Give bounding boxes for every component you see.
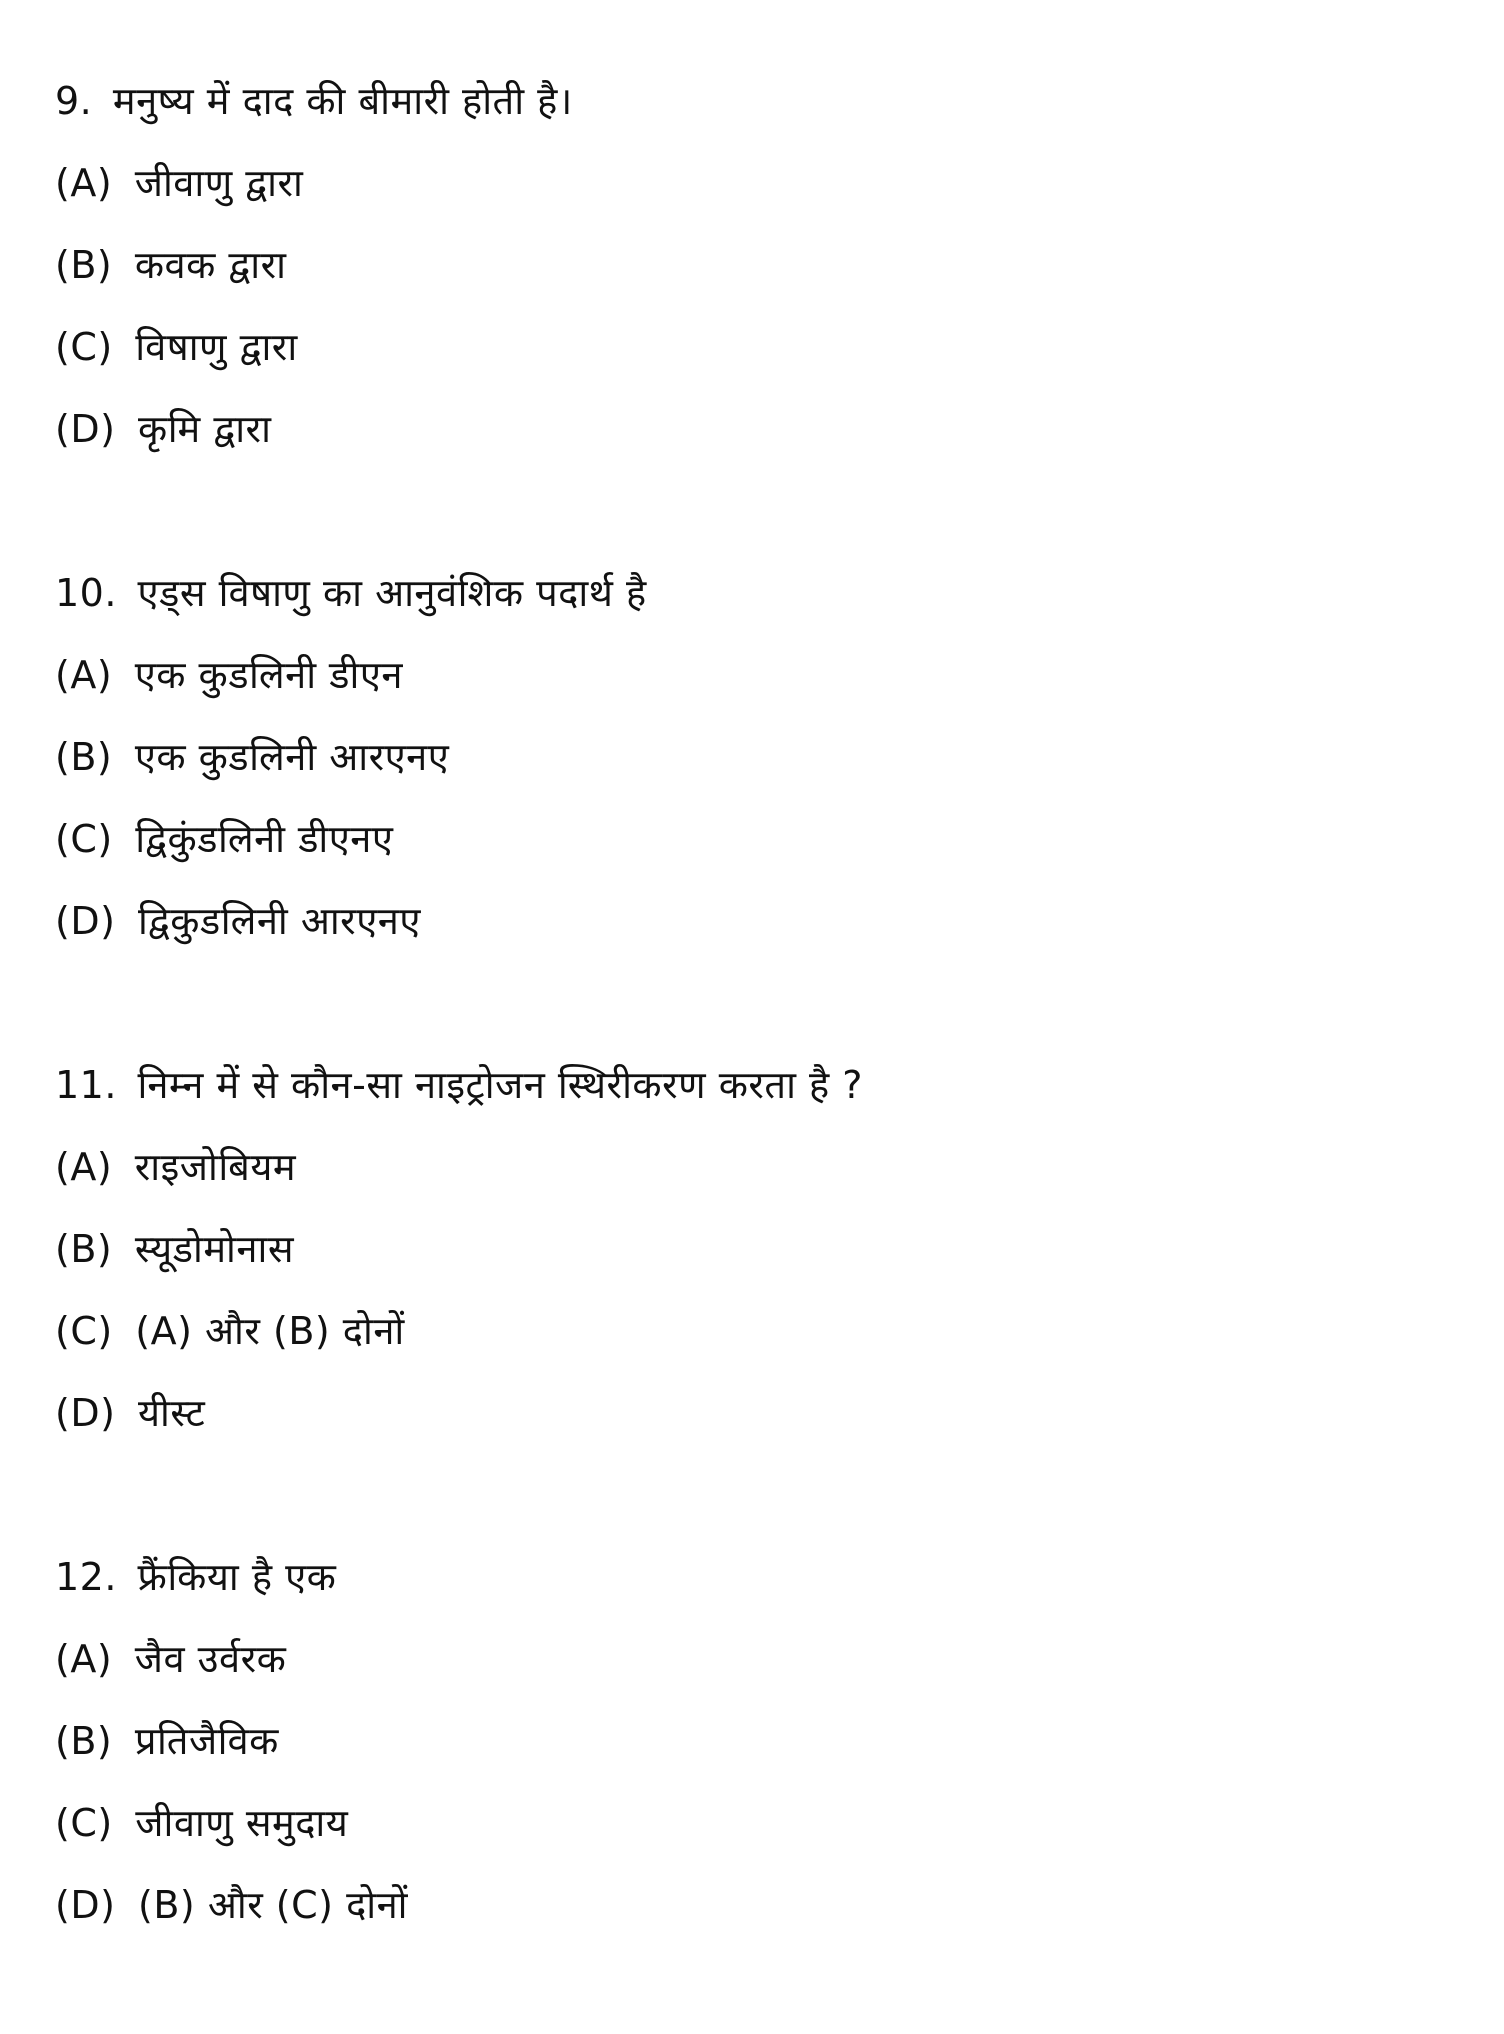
option-key: (C) [55,1801,113,1845]
option-key: (B) [55,1227,113,1271]
option-key: (B) [55,735,113,779]
question-number: 11. [55,1063,117,1107]
option-key: (D) [55,1883,116,1927]
option-text: जीवाणु समुदाय [135,1801,349,1845]
option-d [55,388,1455,470]
option-text: जीवाणु द्वारा [134,161,304,205]
option-key: (B) [55,243,113,287]
option-a [55,634,1455,716]
option-a [55,142,1455,224]
option-key: (D) [55,899,116,943]
option-text: एक कुडलिनी आरएनए [134,735,450,779]
option-d [55,1864,1455,1946]
question-number: 10. [55,571,117,615]
option-text: (A) और (B) दोनों [135,1309,405,1353]
option-c [55,798,1455,880]
option-text: द्विकुंडलिनी डीएनए [135,817,394,861]
option-key: (C) [55,1309,113,1353]
option-d [55,880,1455,962]
question-12 [55,1536,1455,1946]
option-c [55,306,1455,388]
option-text: स्यूडोमोनास [134,1227,295,1271]
question-10 [55,552,1455,962]
option-b [55,224,1455,306]
option-text: कवक द्वारा [134,243,287,287]
question-9 [55,60,1455,470]
question-stem [55,1536,1455,1618]
option-key: (A) [55,1637,113,1681]
option-key: (A) [55,161,113,205]
option-c [55,1782,1455,1864]
question-11 [55,1044,1455,1454]
question-text: मनुष्य में दाद की बीमारी होती है। [112,79,573,123]
option-text: कृमि द्वारा [138,407,272,451]
option-a [55,1126,1455,1208]
question-stem [55,1044,1455,1126]
option-b [55,716,1455,798]
question-stem [55,552,1455,634]
option-key: (A) [55,1145,113,1189]
option-text: द्विकुडलिनी आरएनए [138,899,421,943]
option-text: एक कुडलिनी डीएन [134,653,403,697]
question-stem [55,60,1455,142]
option-text: राइजोबियम [134,1145,297,1189]
option-text: (B) और (C) दोनों [138,1883,409,1927]
question-text: एड्स विषाणु का आनुवंशिक पदार्थ है [137,571,647,615]
option-key: (D) [55,407,116,451]
option-text: यीस्ट [138,1391,206,1435]
option-key: (C) [55,325,113,369]
option-text: प्रतिजैविक [134,1719,279,1763]
question-text: निम्न में से कौन-सा नाइट्रोजन स्थिरीकरण करता है ? [137,1063,863,1107]
option-c [55,1290,1455,1372]
question-number: 9. [55,79,93,123]
question-number: 12. [55,1555,117,1599]
option-text: विषाणु द्वारा [135,325,298,369]
option-text: जैव उर्वरक [134,1637,287,1681]
option-key: (A) [55,653,113,697]
option-key: (B) [55,1719,113,1763]
option-d [55,1372,1455,1454]
question-text: फ्रैंकिया है एक [137,1555,337,1599]
option-b [55,1208,1455,1290]
option-key: (D) [55,1391,116,1435]
option-a [55,1618,1455,1700]
option-b [55,1700,1455,1782]
option-key: (C) [55,817,113,861]
